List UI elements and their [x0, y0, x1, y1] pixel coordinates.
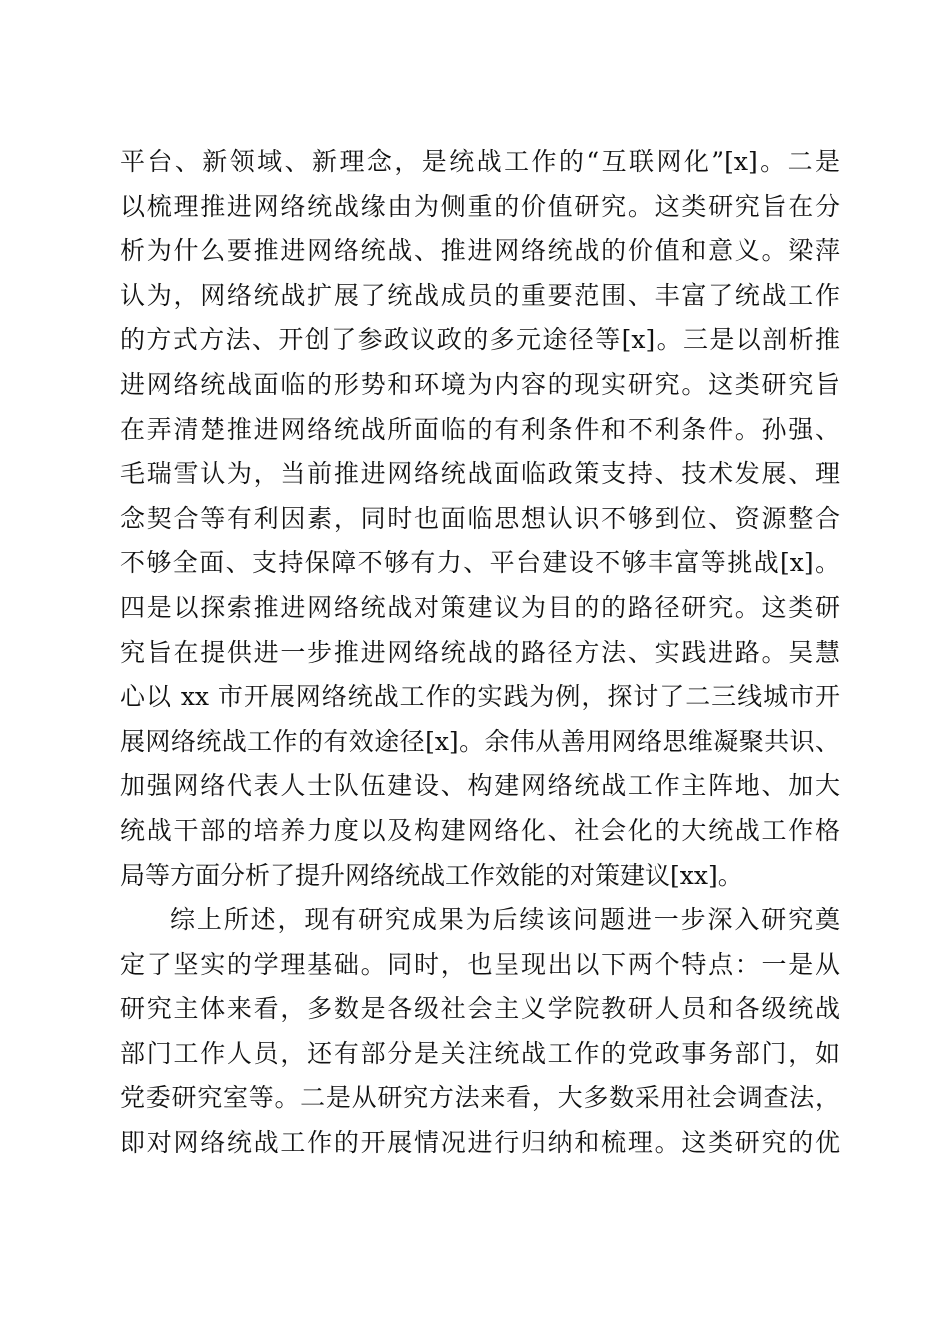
- text-line: 以梳理推进网络统战缘由为侧重的价值研究。这类研究旨在分: [120, 191, 840, 221]
- text-line: 念契合等有利因素，同时也面临思想认识不够到位、资源整合: [120, 503, 840, 533]
- text-line: 究旨在提供进一步推进网络统战的路径方法、实践进路。吴慧: [120, 637, 840, 667]
- paragraph-end-line: 局等方面分析了提升网络统战工作效能的对策建议[xx]。: [120, 860, 743, 890]
- text-line: 加强网络代表人士队伍建设、构建网络统战工作主阵地、加大: [120, 771, 840, 801]
- text-line: 即对网络统战工作的开展情况进行归纳和梳理。这类研究的优: [120, 1128, 840, 1158]
- body-text: [120, 140, 840, 1166]
- text-line: 毛瑞雪认为，当前推进网络统战面临政策支持、技术发展、理: [120, 459, 840, 489]
- text-line: 研究主体来看，多数是各级社会主义学院教研人员和各级统战: [120, 994, 840, 1024]
- text-line: 的方式方法、开创了参政议政的多元途径等[x]。三是以剖析推: [120, 325, 840, 355]
- text-line: 认为，网络统战扩展了统战成员的重要范围、丰富了统战工作: [120, 280, 840, 310]
- text-line: 统战干部的培养力度以及构建网络化、社会化的大统战工作格: [120, 815, 840, 845]
- text-line: 展网络统战工作的有效途径[x]。余伟从善用网络思维凝聚共识、: [120, 726, 840, 756]
- text-line: 部门工作人员，还有部分是关注统战工作的党政事务部门，如: [120, 1038, 840, 1068]
- text-line: 四是以探索推进网络统战对策建议为目的的路径研究。这类研: [120, 592, 840, 622]
- text-line: 进网络统战面临的形势和环境为内容的现实研究。这类研究旨: [120, 369, 840, 399]
- text-line: 平台、新领域、新理念，是统战工作的“互联网化”[x]。二是: [120, 147, 840, 176]
- text-line: 在弄清楚推进网络统战所面临的有利条件和不利条件。孙强、: [120, 414, 840, 444]
- text-line: 析为什么要推进网络统战、推进网络统战的价值和意义。梁萍: [120, 236, 840, 266]
- text-line: 党委研究室等。二是从研究方法来看，大多数采用社会调查法，: [120, 1083, 840, 1113]
- paragraph-first-line: 综上所述，现有研究成果为后续该问题进一步深入研究奠: [170, 905, 840, 935]
- text-line: 定了坚实的学理基础。同时，也呈现出以下两个特点：一是从: [120, 949, 840, 979]
- text-line: 心以 xx 市开展网络统战工作的实践为例，探讨了二三线城市开: [120, 682, 840, 712]
- text-line: 不够全面、支持保障不够有力、平台建设不够丰富等挑战[x]。: [120, 548, 840, 578]
